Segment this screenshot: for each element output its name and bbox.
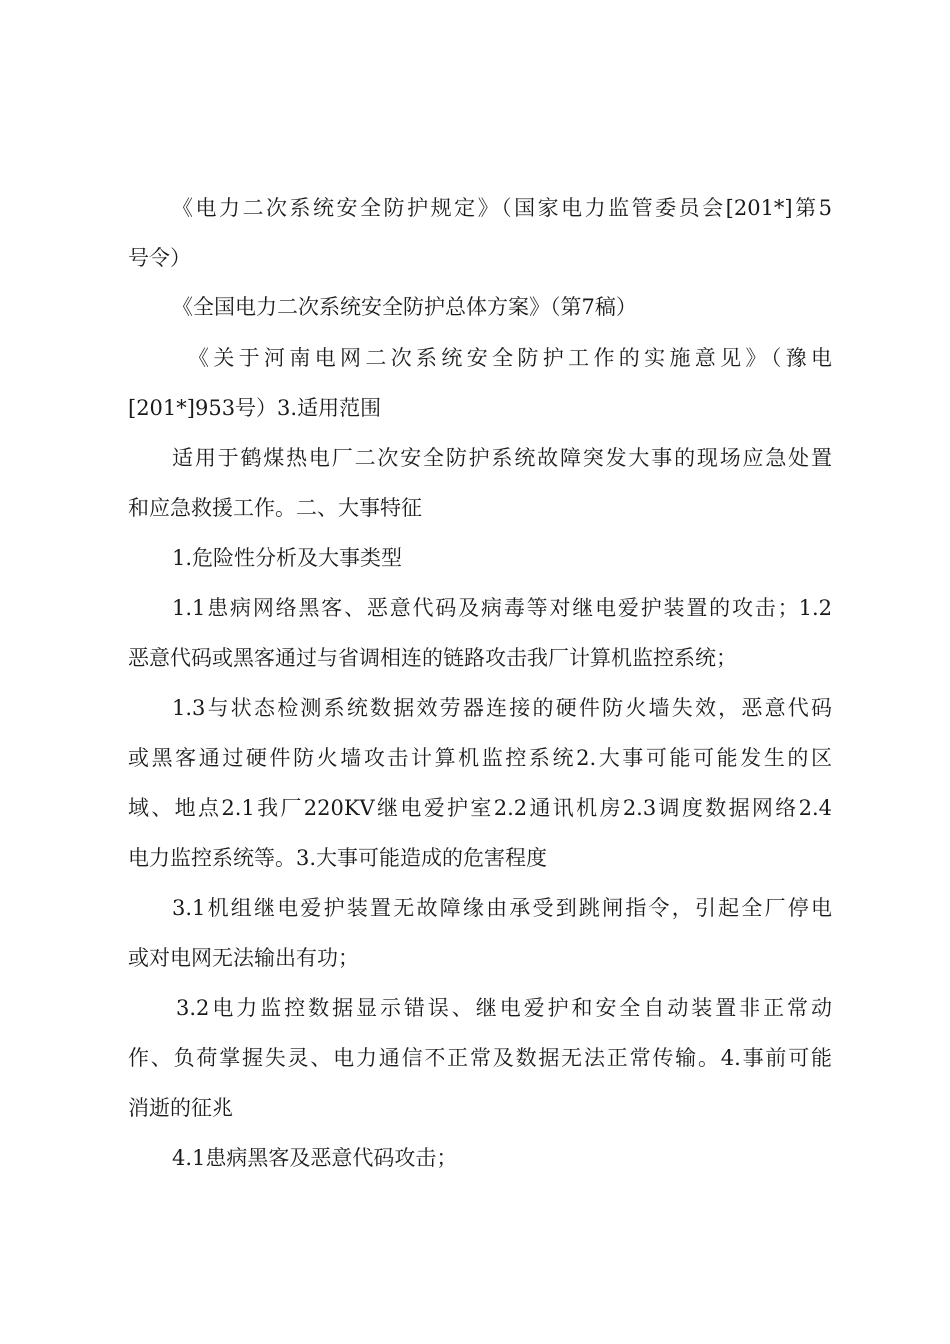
line-text: 《关于河南电网二次系统安全防护工作的实施意见》（豫电 xyxy=(188,346,832,370)
line-text: 消逝的征兆 xyxy=(128,1096,233,1120)
text-line xyxy=(0,791,950,825)
line-text: 或对电网无法输出有功； xyxy=(128,946,359,970)
line-text: [201*]953号）3.适用范围 xyxy=(128,396,382,420)
line-text: 或黑客通过硬件防火墙攻击计算机监控系统2.大事可能可能发生的区 xyxy=(128,746,832,770)
text-line xyxy=(0,441,950,475)
line-text: 《全国电力二次系统安全防护总体方案》（第7稿） xyxy=(172,295,637,319)
text-line xyxy=(0,691,950,725)
text-line xyxy=(0,641,950,675)
text-line xyxy=(0,991,950,1025)
line-text: 电力监控系统等。3.大事可能造成的危害程度 xyxy=(128,846,548,870)
line-text: 和应急救援工作。二、大事特征 xyxy=(128,496,422,520)
line-text: 号令） xyxy=(128,246,191,270)
text-line xyxy=(0,591,950,625)
text-line xyxy=(0,841,950,875)
text-line xyxy=(0,491,950,525)
line-text: 作、负荷掌握失灵、电力通信不正常及数据无法正常传输。4.事前可能 xyxy=(128,1046,832,1070)
text-line xyxy=(0,290,950,324)
text-line xyxy=(0,1041,950,1075)
text-line xyxy=(0,341,950,375)
line-text: 适用于鹤煤热电厂二次安全防护系统故障突发大事的现场应急处置 xyxy=(172,446,832,470)
text-line xyxy=(0,1141,950,1175)
line-text: 恶意代码或黑客通过与省调相连的链路攻击我厂计算机监控系统； xyxy=(128,646,737,670)
line-text: 域、地点2.1我厂220KV继电爱护室2.2通讯机房2.3调度数据网络2.4 xyxy=(128,796,832,820)
text-line xyxy=(0,741,950,775)
line-text: 1.危险性分析及大事类型 xyxy=(172,546,403,570)
text-line xyxy=(0,541,950,575)
text-line xyxy=(0,1091,950,1125)
text-line xyxy=(0,241,950,275)
text-line xyxy=(0,191,950,225)
text-line xyxy=(0,891,950,925)
line-text: 《电力二次系统安全防护规定》（国家电力监管委员会[201*]第5 xyxy=(172,196,832,220)
line-text: 3.1机组继电爱护装置无故障缘由承受到跳闸指令，引起全厂停电 xyxy=(172,896,832,920)
line-text: 4.1患病黑客及恶意代码攻击； xyxy=(172,1146,458,1170)
text-line xyxy=(0,941,950,975)
line-text: 1.3与状态检测系统数据效劳器连接的硬件防火墙失效，恶意代码 xyxy=(172,696,832,720)
text-line xyxy=(0,391,950,425)
line-text: 3.2电力监控数据显示错误、继电爱护和安全自动装置非正常动 xyxy=(176,996,832,1020)
line-text: 1.1患病网络黑客、恶意代码及病毒等对继电爱护装置的攻击；1.2 xyxy=(172,596,832,620)
